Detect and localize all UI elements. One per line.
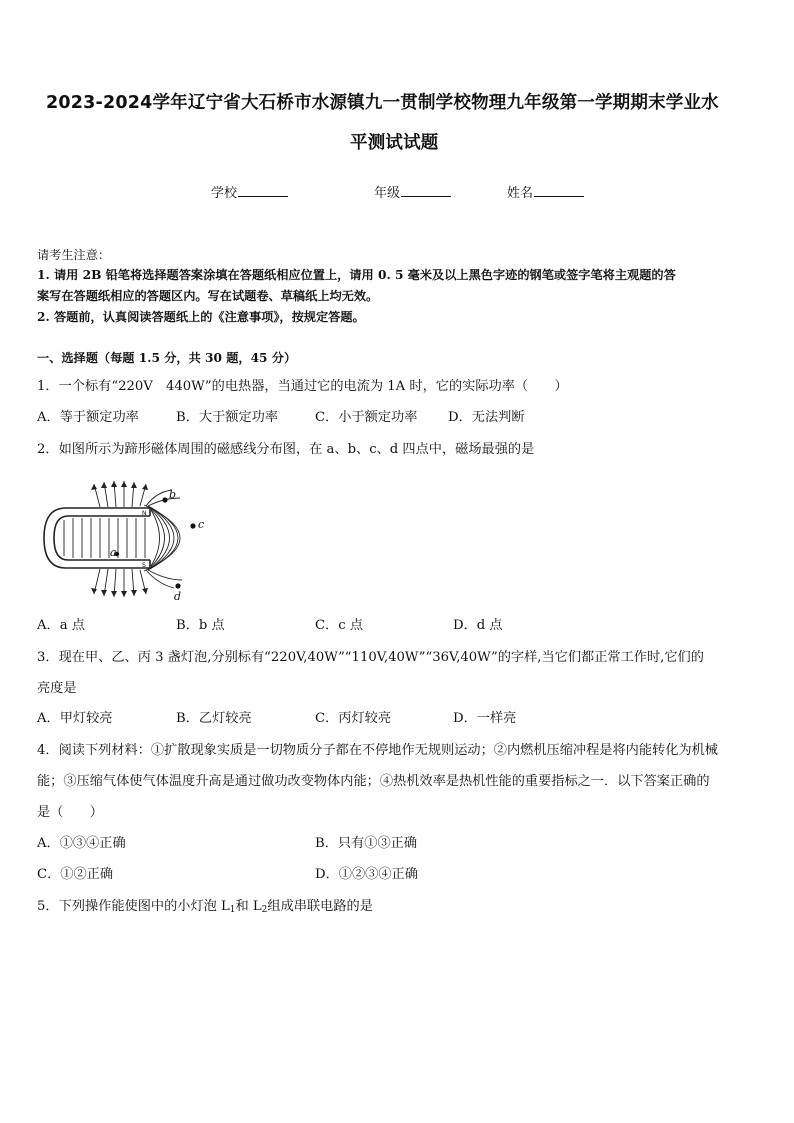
point-c-label: c (198, 518, 205, 531)
school-label: 学校 (211, 186, 238, 201)
notice-item-1a: 1. 请用 2B 铅笔将选择题答案涂填在答题纸相应位置上，请用 0. 5 毫米及以上黑色字迹的钢笔或签字笔将主观题的答 (37, 268, 676, 282)
grade-label: 年级 (374, 186, 401, 201)
question-4-stem-line-1: 4．阅读下列材料：①扩散现象实质是一切物质分子都在不停地作无规则运动；②内燃机压缩冲程是将内能转化为机械 (37, 743, 718, 758)
point-b-label: b (169, 488, 177, 501)
q5-sub-1: 1 (229, 905, 236, 915)
section-heading: 一、选择题（每题 1.5 分，共 30 题，45 分） (37, 351, 297, 365)
question-5-stem (37, 895, 373, 915)
q5-stem-prefix: 5．下列操作能使图中的小灯泡 L (37, 899, 230, 914)
pole-n-label: N (142, 510, 147, 517)
q3-option-d[interactable]: D．一样亮 (453, 711, 517, 726)
notice-heading: 请考生注意： (37, 248, 111, 262)
doc-title-line-2: 平测试试题 (350, 133, 439, 153)
question-1-stem: 1．一个标有“220V 440W”的电热器，当通过它的电流为 1A 时，它的实际功率（ ） (37, 379, 568, 394)
question-2-stem: 2．如图所示为蹄形磁体周围的磁感线分布图，在 a、b、c、d 四点中，磁场最强的是 (37, 442, 535, 457)
question-3-stem-line-1: 3．现在甲、乙、丙 3 盏灯泡,分别标有“220V,40W”“110V,40W”“36V,40W”的字样,当它们都正常工作时,它们的 (37, 650, 704, 665)
q5-sub-2: 2 (261, 905, 268, 915)
q4-option-c[interactable]: C．①②正确 (37, 867, 114, 882)
doc-title-line-1: 2023-2024学年辽宁省大石桥市水源镇九一贯制学校物理九年级第一学期期末学业水 (46, 93, 719, 113)
q1-option-a[interactable]: A．等于额定功率 (37, 410, 139, 425)
point-d-dot (175, 583, 180, 588)
name-field[interactable] (507, 182, 584, 201)
horseshoe-magnet-figure (38, 478, 218, 606)
point-b-dot (162, 497, 167, 502)
q3-option-b[interactable]: B．乙灯较亮 (176, 711, 252, 726)
q1-option-d[interactable]: D．无法判断 (448, 410, 525, 425)
q2-option-a[interactable]: A．a 点 (37, 618, 85, 633)
q4-option-b[interactable]: B．只有①③正确 (315, 836, 418, 851)
q4-option-d[interactable]: D．①②③④正确 (315, 867, 418, 882)
notice-item-1b: 案写在答题纸相应的答题区内。写在试题卷、草稿纸上均无效。 (37, 289, 379, 303)
q1-option-c[interactable]: C．小于额定功率 (315, 410, 418, 425)
q5-stem-suffix: 组成串联电路的是 (267, 899, 373, 914)
pole-s-label: S (142, 562, 146, 569)
q2-option-d[interactable]: D．d 点 (453, 618, 503, 633)
notice-item-2: 2. 答题前，认真阅读答题纸上的《注意事项》，按规定答题。 (37, 310, 365, 324)
q3-option-c[interactable]: C．丙灯较亮 (315, 711, 392, 726)
q4-option-a[interactable]: A．①③④正确 (37, 836, 126, 851)
school-field[interactable] (211, 182, 288, 201)
question-4-stem-line-3: 是（ ） (37, 805, 103, 820)
grade-field[interactable] (374, 182, 451, 201)
q2-option-b[interactable]: B．b 点 (176, 618, 225, 633)
q5-stem-mid: 和 L (235, 899, 262, 914)
point-a-label: a (110, 546, 117, 559)
school-blank[interactable] (238, 184, 288, 197)
name-label: 姓名 (507, 186, 534, 201)
q3-option-a[interactable]: A．甲灯较亮 (37, 711, 113, 726)
grade-blank[interactable] (401, 184, 451, 197)
question-3-stem-line-2: 亮度是 (37, 681, 77, 696)
point-c-dot (190, 523, 195, 528)
question-4-stem-line-2: 能；③压缩气体使气体温度升高是通过做功改变物体内能；④热机效率是热机性能的重要指标之一．以下答案正确的 (37, 774, 710, 789)
q1-option-b[interactable]: B．大于额定功率 (176, 410, 279, 425)
name-blank[interactable] (534, 184, 584, 197)
q2-option-c[interactable]: C．c 点 (315, 618, 364, 633)
point-d-label: d (174, 590, 182, 603)
